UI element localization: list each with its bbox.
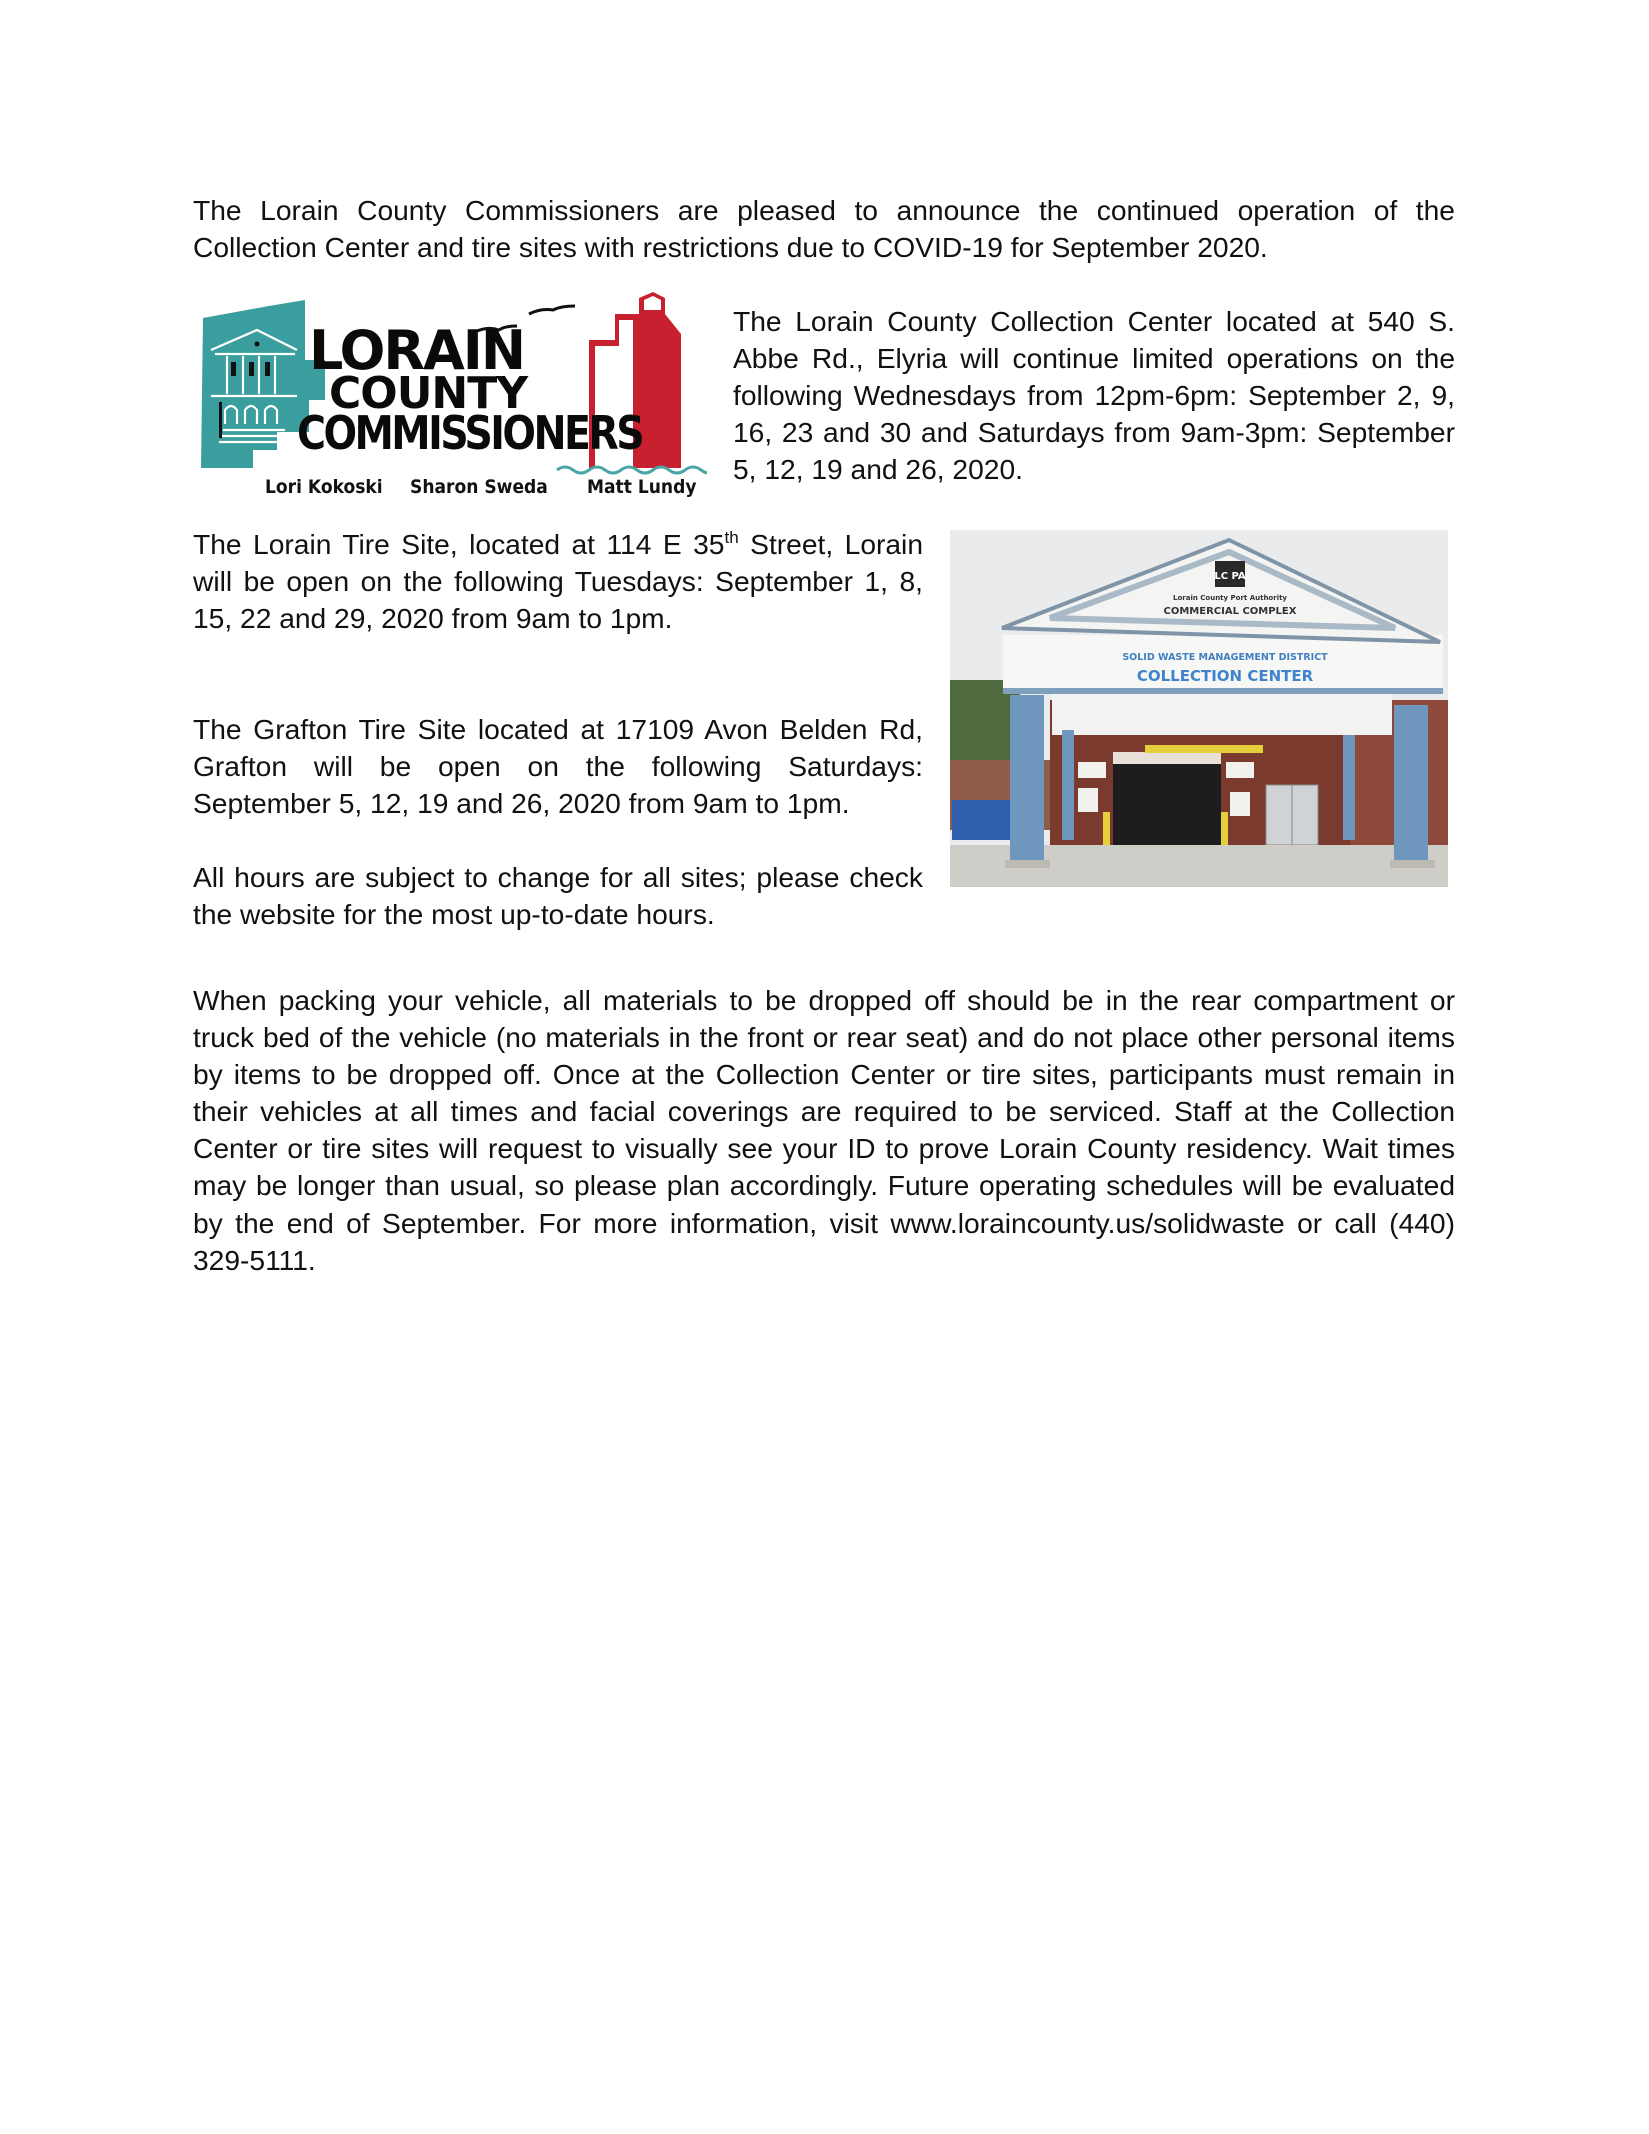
lorain-county-commissioners-logo: [197, 290, 707, 502]
commissioner-name: Sharon Sweda: [410, 476, 548, 498]
intro-paragraph: The Lorain County Commissioners are pleased to announce the continued operation of the Collection Center and tire sites with restrictions due to COVID-19 for September 2020.: [193, 194, 1455, 264]
commissioner-name: Matt Lundy: [587, 476, 697, 498]
hours-note-paragraph: All hours are subject to change for all sites; please check the website for the most up-to-date hours.: [193, 861, 923, 931]
logo-word-county: COUNTY: [329, 368, 528, 419]
svg-text:COMMERCIAL COMPLEX: COMMERCIAL COMPLEX: [1163, 606, 1297, 617]
grafton-tire-site-paragraph: The Grafton Tire Site located at 17109 Avon Belden Rd, Grafton will be open on the following Saturdays: September 5, 12, 19 and 26, 2020 from 9am to 1pm.: [193, 713, 923, 820]
instructions-paragraph: When packing your vehicle, all materials to be dropped off should be in the rear compartment or truck bed of the vehicle (no materials in the front or rear seat) and do not place other personal items by items to be dropped off. Once at the Collection Center or tire sites, participants must remain in their vehicles at all times and facial coverings are required to be serviced. Staff at the Collection Center or tire sites will request to visually see your ID to prove Lorain County residency. Wait times may be longer than usual, so please plan accordingly. Future operating schedules will be evaluated by the end of September. For more information, visit www.loraincounty.us/solidwaste or call (440) 329-5111.: [193, 984, 1455, 1276]
collection-center-photo: [950, 530, 1448, 887]
svg-text:Lorain County Port Authority: Lorain County Port Authority: [1173, 594, 1287, 602]
lorain-tire-text-cont: Street, Lorain will be open on the following Tuesdays: September 1, 8, 15, 22 and 29, 2020 from 9am to 1pm.: [193, 528, 923, 635]
lorain-tire-text: The Lorain Tire Site, located at 114 E 35: [193, 528, 725, 560]
collection-center-paragraph: The Lorain County Collection Center located at 540 S. Abbe Rd., Elyria will continue limited operations on the following Wednesdays from 12pm-6pm: September 2, 9, 16, 23 and 30 and Saturdays from 9am-3pm: September 5, 12, 19 and 26, 2020.: [733, 305, 1455, 486]
building-illustration: [950, 530, 1448, 887]
svg-text:LC PA: LC PA: [1214, 571, 1246, 582]
lorain-tire-site-paragraph: [193, 526, 923, 637]
logo-word-commissioners: COMMISSIONERS: [297, 406, 643, 460]
commissioner-name: Lori Kokoski: [265, 476, 383, 498]
svg-text:COLLECTION CENTER: COLLECTION CENTER: [1136, 667, 1314, 685]
svg-text:SOLID WASTE MANAGEMENT DISTRIC: SOLID WASTE MANAGEMENT DISTRICT: [1122, 652, 1328, 663]
ordinal-suffix: th: [724, 528, 739, 547]
logo-word-lorain: LORAIN: [309, 319, 525, 382]
